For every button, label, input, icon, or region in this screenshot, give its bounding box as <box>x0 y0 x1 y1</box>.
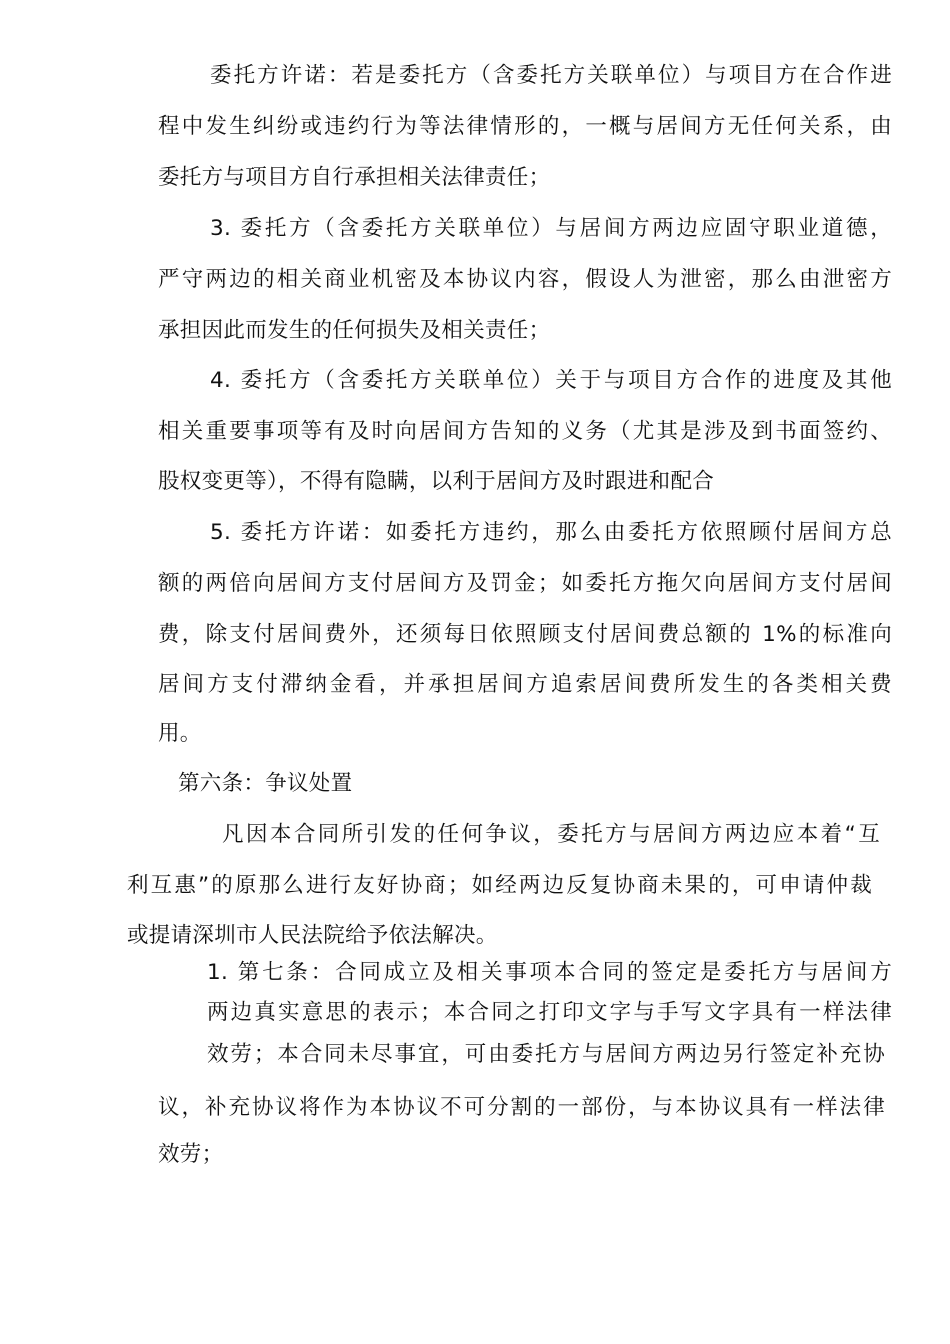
text-line-4: 3. 委托方（含委托方关联单位）与居间方两边应固守职业道德， <box>210 216 892 241</box>
text-line-21: 效劳；本合同未尽事宜，可由委托方与居间方两边另行签定补充协 <box>207 1042 885 1067</box>
text-line-23: 效劳； <box>158 1142 224 1167</box>
text-line-17: 利互惠”的原那么进行友好协商；如经两边反复协商未果的，可申请仲裁 <box>127 873 872 898</box>
text-line-5: 严守两边的相关商业机密及本协议内容，假设人为泄密，那么由泄密方 <box>158 267 892 292</box>
text-line-9: 股权变更等），不得有隐瞒，以利于居间方及时跟进和配合 <box>158 469 715 494</box>
text-line-11: 额的两倍向居间方支付居间方及罚金；如委托方拖欠向居间方支付居间 <box>158 571 892 596</box>
text-line-12: 费，除支付居间费外，还须每日依照顾支付居间费总额的 1%的标准向 <box>158 622 892 647</box>
text-line-7: 4. 委托方（含委托方关联单位）关于与项目方合作的进度及其他 <box>210 368 892 393</box>
text-line-13: 居间方支付滞纳金看，并承担居间方追索居间费所发生的各类相关费 <box>158 672 892 697</box>
text-line-14: 用。 <box>158 721 202 746</box>
text-line-18: 或提请深圳市人民法院给予依法解决。 <box>127 923 498 948</box>
text-line-10: 5. 委托方许诺：如委托方违约，那么由委托方依照顾付居间方总 <box>210 520 892 545</box>
text-line-2: 程中发生纠纷或违约行为等法律情形的，一概与居间方无任何关系，由 <box>158 114 892 139</box>
text-line-16: 凡因本合同所引发的任何争议，委托方与居间方两边应本着“互 <box>222 822 880 847</box>
text-line-1: 委托方许诺：若是委托方（含委托方关联单位）与项目方在合作进 <box>210 63 892 88</box>
section-heading: 第六条：争议处置 <box>178 771 353 796</box>
text-line-8: 相关重要事项等有及时向居间方告知的义务（尤其是涉及到书面签约、 <box>158 419 892 444</box>
text-line-22: 议，补充协议将作为本协议不可分割的一部份，与本协议具有一样法律 <box>158 1095 885 1120</box>
text-line-19: 1. 第七条：合同成立及相关事项本合同的签定是委托方与居间方 <box>207 960 892 985</box>
text-line-6: 承担因此而发生的任何损失及相关责任； <box>158 318 551 343</box>
text-line-20: 两边真实意思的表示；本合同之打印文字与手写文字具有一样法律 <box>207 1000 892 1025</box>
text-line-3: 委托方与项目方自行承担相关法律责任； <box>158 165 551 190</box>
